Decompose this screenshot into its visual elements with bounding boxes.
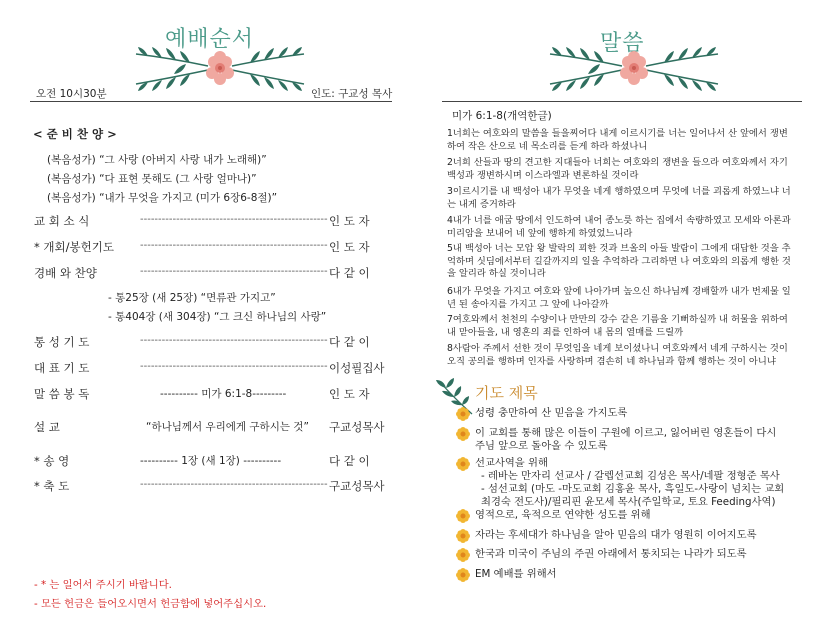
order-of-worship-panel xyxy=(0,0,410,641)
verse: 8사람아 주께서 선한 것이 무엇임을 네게 보이셨나니 여호와께서 네게 구하시는 것이 오직 공의를 행하며 인자를 사랑하며 겸손히 네 하나님과 함께 행하는 것이 아니냐 xyxy=(447,343,788,367)
scripture-passage: 미가 6:1-8(개역한글) xyxy=(452,110,552,122)
order-item-label: 대 표 기 도 xyxy=(34,361,90,375)
prep-heading: < 준 비 찬 양 > xyxy=(33,127,117,141)
doxology-hymn: ---------- 1장 (새 1장) ---------- xyxy=(140,455,282,467)
dotted-leader: ---------------------------------------------------- xyxy=(140,214,328,225)
prayer-item: EM 예배를 위해서 xyxy=(475,568,557,580)
order-item-leader: 다 같 이 xyxy=(329,266,370,280)
prayer-item: 한국과 미국이 주님의 주권 아래에서 통치되는 나라가 되도록 xyxy=(475,548,747,560)
order-item-label: * 송 영 xyxy=(34,454,70,468)
verse: 5내 백성아 너는 모압 왕 발락의 꾀한 것과 브올의 아들 발람이 그에게 대답한 것을 추억하며 싯딤에서부터 길갈까지의 일을 추억하라 그리하면 나 여호와의 의롭게 행한 것을 알리라 하실 것이니라 xyxy=(447,243,791,279)
service-leader: 인도: 구교성 목사 xyxy=(311,88,393,100)
dotted-leader: ---------------------------------------------------- xyxy=(140,266,328,277)
verse: 3이르시기를 내 백성아 내가 무엇을 네게 행하였으며 무엇에 너를 괴롭게 하였느냐 너는 내게 증거하라 xyxy=(447,186,791,210)
service-time: 오전 10시30분 xyxy=(36,88,107,100)
order-item-leader: 구교성목사 xyxy=(329,420,385,434)
flower-bullet-icon xyxy=(456,568,470,582)
order-item-leader: 이성필집사 xyxy=(329,361,385,375)
order-item-leader: 다 같 이 xyxy=(329,454,370,468)
order-item-leader: 다 같 이 xyxy=(329,335,370,349)
order-item-label: 교 회 소 식 xyxy=(34,214,90,228)
order-item-label: 경배 와 찬양 xyxy=(34,266,97,280)
verse: 2너희 산들과 땅의 견고한 지대들아 너희는 여호와의 쟁변을 들으라 여호와께서 자기 백성과 쟁변하시며 이스라엘과 변론하실 것이라 xyxy=(447,157,788,181)
divider xyxy=(442,101,802,102)
note-offering: - 모든 헌금은 들어오시면서 헌금함에 넣어주십시오. xyxy=(34,598,267,610)
divider xyxy=(30,101,392,102)
prayer-item: 성령 충만하여 산 믿음을 가지도록 xyxy=(475,407,628,419)
order-item-label: 통 성 기 도 xyxy=(34,335,90,349)
order-item-leader: 인 도 자 xyxy=(329,214,370,228)
prayer-item: 이 교회를 통해 많은 이들이 구원에 이르고, 잃어버린 영혼들이 다시 주님 앞으로 돌아올 수 있도록 xyxy=(475,427,777,452)
hymn-item: - 통404장 (새 304장) “그 크신 하나님의 사랑” xyxy=(108,311,327,323)
flower-bullet-icon xyxy=(456,509,470,523)
order-title: 예배순서 xyxy=(165,27,255,52)
prep-song: (복음성가) “다 표현 못해도 (그 사랑 얼마나)” xyxy=(47,173,257,185)
scripture-reading: ---------- 미가 6:1-8--------- xyxy=(160,388,287,400)
sermon-panel xyxy=(420,0,830,641)
flower-bullet-icon xyxy=(456,457,470,471)
order-item-leader: 인 도 자 xyxy=(329,240,370,254)
word-title: 말씀 xyxy=(600,31,645,56)
verse: 6내가 무엇을 가지고 여호와 앞에 나아가며 높으신 하나님께 경배할까 내가 번제물 일년 된 송아지를 가지고 그 앞에 나아갈까 xyxy=(447,286,791,310)
verse: 1너희는 여호와의 말씀을 들을찌어다 내게 이르시기를 너는 일어나서 산 앞에서 쟁변하여 작은 산으로 네 목소리를 듣게 하라 하셨나니 xyxy=(447,128,788,152)
dotted-leader: ---------------------------------------------------- xyxy=(140,479,328,490)
prayer-item: 선교사역을 위해 - 레바논 만자리 선교사 / 갈렙선교회 김성은 목사/네팔 정형준 목사 - 섬선교회 (마도 -마도교회 김홍윤 목사, 흑일도-사랑이 넘치는 교회 최경숙 전도사)/필리핀 윤모세 목사(주일학교, 토요 Feeding사역) xyxy=(475,457,785,508)
order-item-leader: 인 도 자 xyxy=(329,387,370,401)
order-item-label: * 축 도 xyxy=(34,479,70,493)
prayer-title: 기도 제목 xyxy=(475,384,538,402)
order-item-label: 설 교 xyxy=(34,420,60,434)
prep-song: (복음성가) “그 사랑 (아버지 사랑 내가 노래해)” xyxy=(47,154,267,166)
flower-bullet-icon xyxy=(456,407,470,421)
prayer-item: 자라는 후세대가 하나님을 알아 믿음의 대가 영원히 이어지도록 xyxy=(475,529,757,541)
flower-bullet-icon xyxy=(456,548,470,562)
flower-bullet-icon xyxy=(456,529,470,543)
order-item-label: * 개회/봉헌기도 xyxy=(34,240,114,254)
dotted-leader: ---------------------------------------------------- xyxy=(140,335,328,346)
prep-song: (복음성가) “내가 무엇을 가지고 (미가 6장6-8절)” xyxy=(47,192,278,204)
floral-ornament-icon xyxy=(130,48,310,90)
order-item-label: 말 씀 봉 독 xyxy=(34,387,90,401)
sermon-title: “하나님께서 우리에게 구하시는 것” xyxy=(146,421,309,433)
dotted-leader: ---------------------------------------------------- xyxy=(140,361,328,372)
prayer-item: 영적으로, 육적으로 연약한 성도를 위해 xyxy=(475,509,651,521)
verse: 4내가 너를 애굽 땅에서 인도하여 내어 종노릇 하는 집에서 속량하였고 모세와 아론과 미리암을 보내어 네 앞에 행하게 하였었느니라 xyxy=(447,215,791,239)
dotted-leader: ---------------------------------------------------- xyxy=(140,240,328,251)
verse: 7여호와께서 천천의 수양이나 만만의 강수 같은 기름을 기뻐하실까 내 허물을 위하여 내 맏아들을, 내 영혼의 죄를 인하여 내 몸의 열매를 드릴까 xyxy=(447,314,788,338)
order-item-leader: 구교성목사 xyxy=(329,479,385,493)
flower-bullet-icon xyxy=(456,427,470,441)
note-standing: - * 는 일어서 주시기 바랍니다. xyxy=(34,579,172,591)
hymn-item: - 통25장 (새 25장) “면류관 가지고” xyxy=(108,292,276,304)
floral-ornament-icon xyxy=(544,48,724,90)
